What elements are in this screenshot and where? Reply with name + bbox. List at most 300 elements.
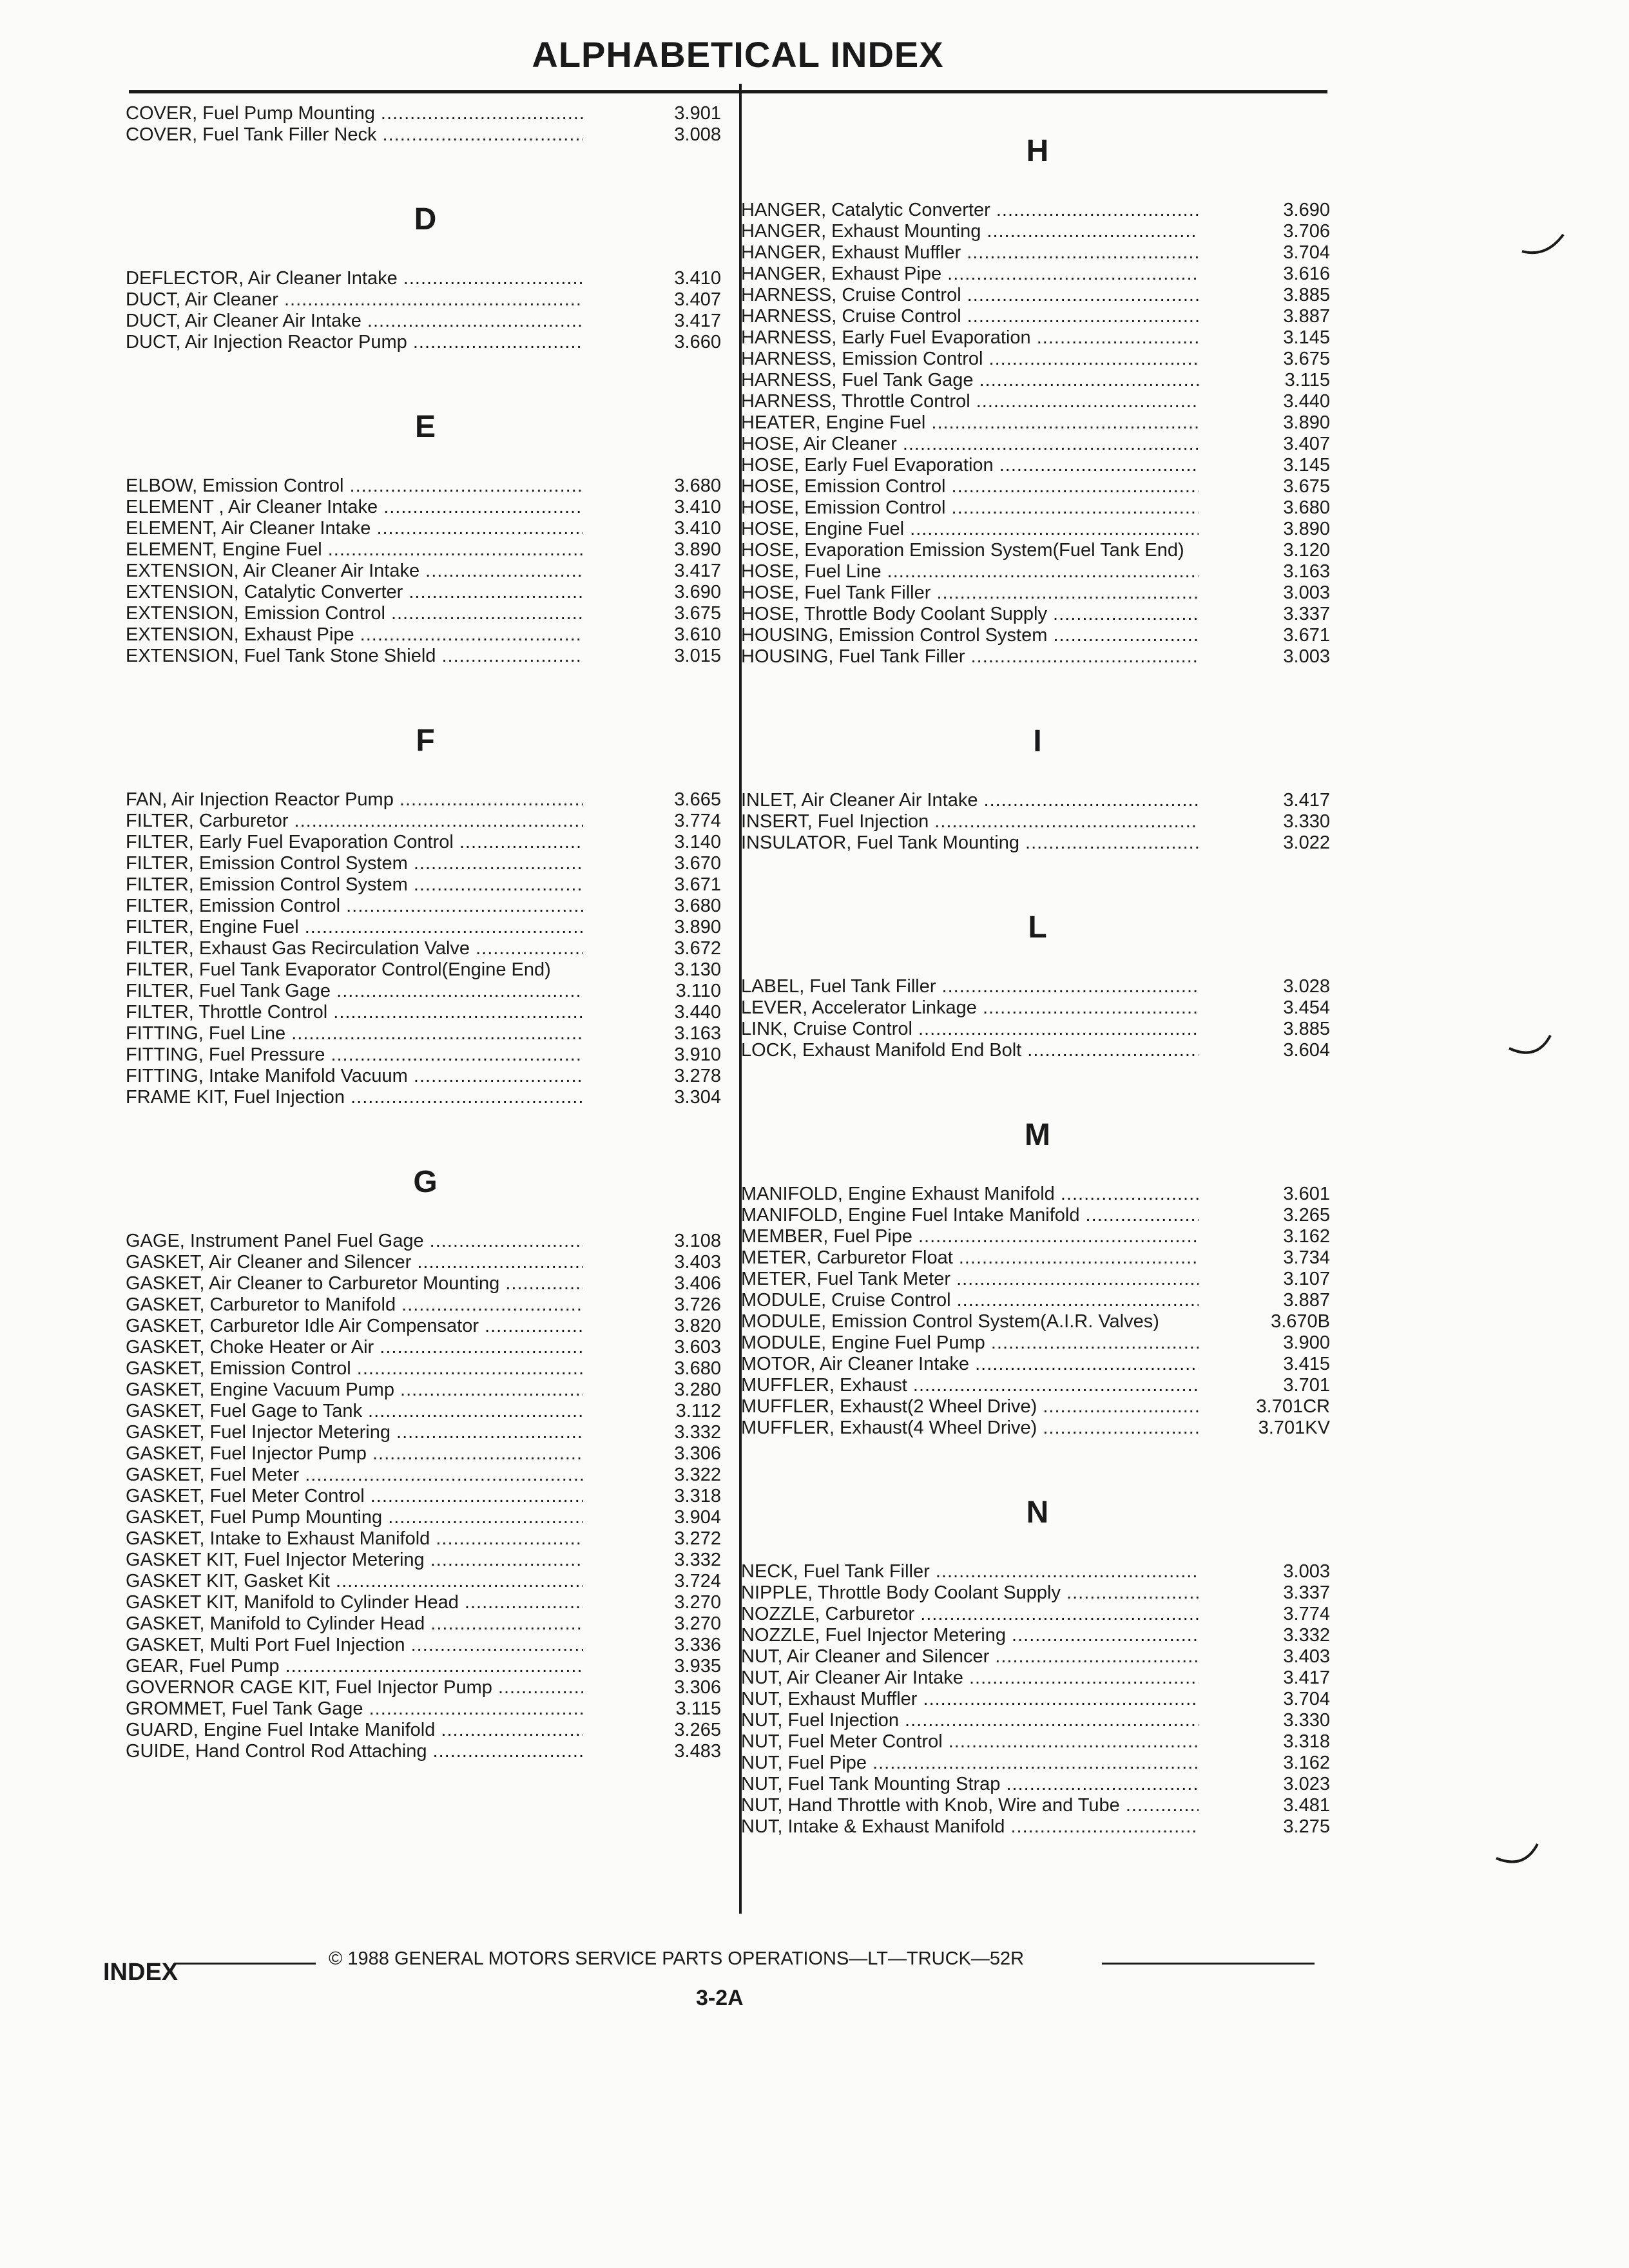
- entry-name: HOSE, Evaporation Emission System(Fuel Tank End): [741, 540, 1184, 561]
- entry-name: FILTER, Fuel Tank Gage .....: [126, 981, 583, 1002]
- entry-page-ref: 3.278: [674, 1066, 721, 1086]
- entry-page-ref: 3.306: [674, 1443, 721, 1464]
- entry-page-ref: 3.415: [1283, 1354, 1330, 1374]
- entry-name: MODULE, Emission Control System(A.I.R. Valves): [741, 1311, 1159, 1332]
- entry-name: GUARD, Engine Fuel Intake Manifold .....: [126, 1720, 583, 1741]
- index-entry: [741, 1731, 1334, 1753]
- index-entry: [741, 455, 1334, 476]
- index-entry: [126, 811, 725, 832]
- entry-name: FILTER, Exhaust Gas Recirculation Valve .....: [126, 938, 583, 959]
- entry-name: EXTENSION, Exhaust Pipe .....: [126, 624, 583, 646]
- index-entry: [126, 1023, 725, 1044]
- section-letter: E: [414, 410, 436, 444]
- entry-name: INSERT, Fuel Injection .....: [741, 811, 1199, 832]
- entry-name: HARNESS, Cruise Control .....: [741, 306, 1199, 327]
- entry-name: DUCT, Air Cleaner .....: [126, 289, 583, 311]
- entry-page-ref: 3.670: [674, 853, 721, 874]
- entry-name: GASKET, Air Cleaner to Carburetor Mounting .....: [126, 1273, 583, 1294]
- entry-name: HOSE, Fuel Line .....: [741, 561, 1199, 582]
- entry-page-ref: 3.163: [1283, 561, 1330, 582]
- entry-name: GASKET KIT, Fuel Injector Metering .....: [126, 1550, 583, 1571]
- index-entry: [126, 1571, 725, 1592]
- entry-name: GASKET, Emission Control .....: [126, 1358, 583, 1379]
- entry-page-ref: 3.115: [1284, 370, 1330, 390]
- pen-tick-mark: [1508, 1034, 1553, 1060]
- entry-name: HANGER, Exhaust Mounting .....: [741, 221, 1199, 242]
- entry-page-ref: 3.410: [674, 268, 721, 289]
- entry-page-ref: 3.008: [674, 124, 721, 145]
- index-entry: [741, 625, 1334, 646]
- entry-name: NOZZLE, Carburetor .....: [741, 1604, 1199, 1625]
- index-entry: [741, 1354, 1334, 1375]
- index-section: [741, 693, 1334, 879]
- entry-page-ref: 3.015: [674, 646, 721, 666]
- entry-name: GASKET, Engine Vacuum Pump .....: [126, 1379, 583, 1401]
- entry-name: HARNESS, Fuel Tank Gage .....: [741, 370, 1199, 391]
- entry-name: COVER, Fuel Tank Filler Neck .....: [126, 124, 583, 146]
- footer-rule-right: [1102, 1963, 1315, 1965]
- entry-page-ref: 3.163: [674, 1023, 721, 1044]
- index-entry: [126, 1635, 725, 1656]
- index-entry: [741, 976, 1334, 997]
- index-entry: [126, 1741, 725, 1762]
- entry-page-ref: 3.406: [674, 1273, 721, 1294]
- entry-name: FAN, Air Injection Reactor Pump .....: [126, 789, 583, 811]
- entry-page-ref: 3.407: [674, 289, 721, 310]
- entry-name: MODULE, Engine Fuel Pump .....: [741, 1332, 1199, 1354]
- entry-name: HOUSING, Fuel Tank Filler .....: [741, 646, 1199, 668]
- entry-name: NUT, Exhaust Muffler .....: [741, 1689, 1199, 1710]
- section-letter: D: [414, 202, 437, 236]
- entry-page-ref: 3.270: [674, 1592, 721, 1613]
- index-entry: [741, 561, 1334, 582]
- entry-name: ELBOW, Emission Control .....: [126, 476, 583, 497]
- entry-name: MOTOR, Air Cleaner Intake .....: [741, 1354, 1199, 1375]
- index-entry: [126, 646, 725, 667]
- entry-page-ref: 3.403: [1283, 1646, 1330, 1667]
- entry-page-ref: 3.774: [674, 811, 721, 831]
- index-entry: [126, 476, 725, 497]
- index-entry: [741, 1019, 1334, 1040]
- index-entry: [741, 1290, 1334, 1311]
- entry-name: HOSE, Engine Fuel .....: [741, 519, 1199, 540]
- entry-name: HOSE, Emission Control .....: [741, 497, 1199, 519]
- entry-page-ref: 3.690: [674, 582, 721, 602]
- entry-name: GEAR, Fuel Pump .....: [126, 1656, 583, 1677]
- index-entry: [741, 519, 1334, 540]
- entry-page-ref: 3.407: [1283, 434, 1330, 454]
- entry-name: LABEL, Fuel Tank Filler .....: [741, 976, 1199, 997]
- index-entry: [126, 1358, 725, 1379]
- index-entry: [741, 1710, 1334, 1731]
- entry-name: HARNESS, Throttle Control .....: [741, 391, 1199, 412]
- entry-name: GOVERNOR CAGE KIT, Fuel Injector Pump .....: [126, 1677, 583, 1698]
- entry-name: LEVER, Accelerator Linkage .....: [741, 997, 1199, 1019]
- entry-page-ref: 3.410: [674, 518, 721, 539]
- entry-name: NUT, Fuel Pipe .....: [741, 1753, 1199, 1774]
- entry-page-ref: 3.110: [675, 981, 721, 1001]
- index-entry: [126, 1002, 725, 1023]
- section-letter: F: [416, 724, 435, 758]
- index-entry: [126, 1337, 725, 1358]
- entry-page-ref: 3.672: [674, 938, 721, 959]
- entry-name: HARNESS, Emission Control .....: [741, 349, 1199, 370]
- entry-page-ref: 3.280: [674, 1379, 721, 1400]
- pen-tick-mark: [1495, 1843, 1540, 1869]
- entry-name: INSULATOR, Fuel Tank Mounting .....: [741, 832, 1199, 854]
- entry-page-ref: 3.774: [1283, 1604, 1330, 1624]
- index-entry: [126, 1592, 725, 1613]
- section-letter: N: [1026, 1495, 1049, 1530]
- index-entry: [741, 646, 1334, 668]
- index-entry: [126, 268, 725, 289]
- entry-name: GASKET, Intake to Exhaust Manifold .....: [126, 1528, 583, 1550]
- section-letter: L: [1028, 910, 1047, 945]
- entry-page-ref: 3.675: [1283, 349, 1330, 369]
- entry-name: EXTENSION, Air Cleaner Air Intake .....: [126, 561, 583, 582]
- entry-name: DUCT, Air Injection Reactor Pump .....: [126, 332, 583, 353]
- footer-rule-left: [174, 1963, 316, 1965]
- entry-name: HOSE, Fuel Tank Filler .....: [741, 582, 1199, 604]
- index-entry: [741, 1184, 1334, 1205]
- index-entry: [126, 1677, 725, 1698]
- entry-page-ref: 3.701KV: [1258, 1418, 1330, 1438]
- entry-name: ELEMENT, Engine Fuel .....: [126, 539, 583, 561]
- entry-page-ref: 3.680: [674, 476, 721, 496]
- entry-name: MODULE, Cruise Control .....: [741, 1290, 1199, 1311]
- entry-name: HANGER, Exhaust Muffler .....: [741, 242, 1199, 264]
- entry-page-ref: 3.332: [674, 1422, 721, 1443]
- entry-page-ref: 3.885: [1283, 285, 1330, 305]
- index-entry: [126, 539, 725, 561]
- index-entry: [741, 1753, 1334, 1774]
- index-entry: [126, 832, 725, 853]
- entry-name: LINK, Cruise Control .....: [741, 1019, 1199, 1040]
- index-entry: [741, 1816, 1334, 1838]
- index-entry: [741, 412, 1334, 434]
- entry-name: MUFFLER, Exhaust(4 Wheel Drive) .....: [741, 1418, 1199, 1439]
- index-entry: [126, 1044, 725, 1066]
- entry-page-ref: 3.003: [1283, 1561, 1330, 1582]
- entry-name: FILTER, Emission Control System .....: [126, 874, 583, 896]
- index-entry: [741, 1247, 1334, 1269]
- index-entry: [126, 518, 725, 539]
- entry-name: GASKET, Air Cleaner and Silencer .....: [126, 1252, 583, 1273]
- entry-page-ref: 3.935: [674, 1656, 721, 1677]
- index-entry: [741, 582, 1334, 604]
- index-entry: [741, 1625, 1334, 1646]
- pen-tick-mark: [1521, 232, 1566, 258]
- entry-page-ref: 3.885: [1283, 1019, 1330, 1039]
- entry-name: EXTENSION, Fuel Tank Stone Shield .....: [126, 646, 583, 667]
- entry-name: GAGE, Instrument Panel Fuel Gage .....: [126, 1231, 583, 1252]
- entry-page-ref: 3.265: [674, 1720, 721, 1740]
- index-entry: [741, 1269, 1334, 1290]
- index-entry: [126, 1528, 725, 1550]
- index-entry: [126, 1613, 725, 1635]
- index-entry: [741, 790, 1334, 811]
- index-entry: [741, 1667, 1334, 1689]
- entry-page-ref: 3.332: [1283, 1625, 1330, 1646]
- entry-page-ref: 3.304: [674, 1087, 721, 1108]
- entry-page-ref: 3.336: [674, 1635, 721, 1655]
- entry-page-ref: 3.306: [674, 1677, 721, 1698]
- entry-page-ref: 3.162: [1283, 1226, 1330, 1247]
- index-section: [126, 379, 725, 693]
- entry-page-ref: 3.670B: [1271, 1311, 1330, 1332]
- index-entry: [126, 853, 725, 874]
- index-entry: [126, 603, 725, 624]
- entry-name: LOCK, Exhaust Manifold End Bolt .....: [741, 1040, 1199, 1061]
- entry-page-ref: 3.162: [1283, 1753, 1330, 1773]
- entry-name: FILTER, Throttle Control .....: [126, 1002, 583, 1023]
- entry-name: NUT, Intake & Exhaust Manifold .....: [741, 1816, 1199, 1838]
- index-section: [126, 1134, 725, 1788]
- entry-page-ref: 3.265: [1283, 1205, 1330, 1225]
- index-entry: [741, 1418, 1334, 1439]
- entry-page-ref: 3.330: [1283, 811, 1330, 832]
- entry-page-ref: 3.820: [674, 1316, 721, 1336]
- entry-page-ref: 3.275: [1283, 1816, 1330, 1837]
- page-title: ALPHABETICAL INDEX: [532, 34, 944, 75]
- entry-page-ref: 3.671: [674, 874, 721, 895]
- entry-page-ref: 3.901: [674, 103, 721, 124]
- index-entry: [126, 1720, 725, 1741]
- entry-name: NIPPLE, Throttle Body Coolant Supply .....: [741, 1582, 1199, 1604]
- entry-page-ref: 3.904: [674, 1507, 721, 1528]
- entry-page-ref: 3.028: [1283, 976, 1330, 997]
- index-entry: [741, 242, 1334, 264]
- entry-page-ref: 3.330: [1283, 1710, 1330, 1731]
- entry-page-ref: 3.023: [1283, 1774, 1330, 1794]
- entry-page-ref: 3.724: [674, 1571, 721, 1591]
- section-letter: I: [1033, 724, 1042, 758]
- entry-name: MANIFOLD, Engine Fuel Intake Manifold .....: [741, 1205, 1199, 1226]
- entry-page-ref: 3.120: [1283, 540, 1330, 561]
- entry-name: GASKET, Fuel Meter Control .....: [126, 1486, 583, 1507]
- entry-name: DUCT, Air Cleaner Air Intake .....: [126, 311, 583, 332]
- entry-name: HANGER, Exhaust Pipe .....: [741, 264, 1199, 285]
- index-section: [741, 879, 1334, 1087]
- entry-page-ref: 3.601: [1283, 1184, 1330, 1204]
- entry-page-ref: 3.610: [674, 624, 721, 645]
- entry-name: EXTENSION, Catalytic Converter .....: [126, 582, 583, 603]
- entry-page-ref: 3.337: [1283, 1582, 1330, 1603]
- entry-name: ELEMENT, Air Cleaner Intake .....: [126, 518, 583, 539]
- entry-name: NUT, Air Cleaner and Silencer .....: [741, 1646, 1199, 1667]
- index-entry: [126, 1507, 725, 1528]
- index-entry: [126, 582, 725, 603]
- index-entry: [741, 349, 1334, 370]
- index-entry: [126, 1379, 725, 1401]
- entry-page-ref: 3.680: [1283, 497, 1330, 518]
- entry-name: NUT, Hand Throttle with Knob, Wire and Tube .....: [741, 1795, 1199, 1816]
- index-entry: [741, 306, 1334, 327]
- entry-name: NECK, Fuel Tank Filler .....: [741, 1561, 1199, 1582]
- index-entry: [126, 561, 725, 582]
- index-entry: [741, 1604, 1334, 1625]
- index-entry: [126, 1252, 725, 1273]
- entry-page-ref: 3.910: [674, 1044, 721, 1065]
- entry-page-ref: 3.417: [1283, 1667, 1330, 1688]
- entry-name: FITTING, Intake Manifold Vacuum .....: [126, 1066, 583, 1087]
- index-entry: [126, 289, 725, 311]
- entry-name: GASKET, Manifold to Cylinder Head .....: [126, 1613, 583, 1635]
- section-letter: M: [1025, 1118, 1050, 1152]
- page-number: 3-2A: [696, 1986, 744, 2010]
- index-entry: [741, 1332, 1334, 1354]
- index-entry: [741, 1205, 1334, 1226]
- index-entry: [126, 1550, 725, 1571]
- index-label: INDEX: [103, 1959, 178, 1986]
- entry-page-ref: 3.704: [1283, 242, 1330, 263]
- entry-page-ref: 3.417: [674, 311, 721, 331]
- entry-name: NUT, Air Cleaner Air Intake .....: [741, 1667, 1199, 1689]
- entry-page-ref: 3.887: [1283, 306, 1330, 327]
- index-entry: [741, 604, 1334, 625]
- entry-page-ref: 3.270: [674, 1613, 721, 1634]
- entry-page-ref: 3.337: [1283, 604, 1330, 624]
- entry-name: GROMMET, Fuel Tank Gage .....: [126, 1698, 583, 1720]
- entry-page-ref: 3.003: [1283, 646, 1330, 667]
- entry-name: GASKET, Carburetor Idle Air Compensator .....: [126, 1316, 583, 1337]
- entry-page-ref: 3.322: [674, 1465, 721, 1485]
- index-entry: [741, 1582, 1334, 1604]
- entry-name: NUT, Fuel Meter Control .....: [741, 1731, 1199, 1753]
- entry-name: GASKET, Choke Heater or Air .....: [126, 1337, 583, 1358]
- entry-page-ref: 3.704: [1283, 1689, 1330, 1709]
- index-entry: [126, 789, 725, 811]
- entry-page-ref: 3.318: [1283, 1731, 1330, 1752]
- entry-name: NOZZLE, Fuel Injector Metering .....: [741, 1625, 1199, 1646]
- index-entry: [126, 917, 725, 938]
- index-entry: [741, 285, 1334, 306]
- entry-page-ref: 3.890: [674, 539, 721, 560]
- entry-name: MEMBER, Fuel Pipe .....: [741, 1226, 1199, 1247]
- entry-page-ref: 3.145: [1283, 455, 1330, 476]
- entry-name: NUT, Fuel Tank Mounting Strap .....: [741, 1774, 1199, 1795]
- entry-page-ref: 3.706: [1283, 221, 1330, 242]
- entry-page-ref: 3.003: [1283, 582, 1330, 603]
- entry-page-ref: 3.440: [1283, 391, 1330, 412]
- entry-page-ref: 3.680: [674, 896, 721, 916]
- index-entry: [126, 103, 725, 124]
- index-entry: [126, 1231, 725, 1252]
- entry-page-ref: 3.701CR: [1256, 1396, 1330, 1417]
- entry-name: HOSE, Emission Control .....: [741, 476, 1199, 497]
- entry-name: MUFFLER, Exhaust(2 Wheel Drive) .....: [741, 1396, 1199, 1418]
- entry-page-ref: 3.107: [1283, 1269, 1330, 1289]
- index-entry: [741, 434, 1334, 455]
- entry-page-ref: 3.660: [674, 332, 721, 352]
- index-entry: [741, 497, 1334, 519]
- left-column: [126, 103, 725, 1788]
- entry-name: FRAME KIT, Fuel Injection .....: [126, 1087, 583, 1108]
- entry-name: ELEMENT , Air Cleaner Intake .....: [126, 497, 583, 518]
- entry-page-ref: 3.890: [1283, 519, 1330, 539]
- entry-name: NUT, Fuel Injection .....: [741, 1710, 1199, 1731]
- entry-page-ref: 3.417: [1283, 790, 1330, 811]
- index-entry: [741, 391, 1334, 412]
- index-entry: [741, 1561, 1334, 1582]
- section-letter: H: [1026, 134, 1049, 168]
- index-entry: [741, 200, 1334, 221]
- entry-name: MANIFOLD, Engine Exhaust Manifold .....: [741, 1184, 1199, 1205]
- index-entry: [741, 1226, 1334, 1247]
- entry-page-ref: 3.417: [674, 561, 721, 581]
- entry-page-ref: 3.318: [674, 1486, 721, 1506]
- entry-page-ref: 3.112: [675, 1401, 721, 1421]
- index-entry: [126, 1656, 725, 1677]
- entry-page-ref: 3.616: [1283, 264, 1330, 284]
- index-entry: [741, 997, 1334, 1019]
- entry-page-ref: 3.108: [674, 1231, 721, 1251]
- entry-name: GASKET KIT, Gasket Kit .....: [126, 1571, 583, 1592]
- entry-name: EXTENSION, Emission Control .....: [126, 603, 583, 624]
- index-entry: [741, 1646, 1334, 1667]
- entry-name: METER, Carburetor Float .....: [741, 1247, 1199, 1269]
- index-entry: [126, 874, 725, 896]
- entry-name: HARNESS, Early Fuel Evaporation .....: [741, 327, 1199, 349]
- entry-page-ref: 3.734: [1283, 1247, 1330, 1268]
- entry-page-ref: 3.701: [1283, 1375, 1330, 1396]
- index-entry: [126, 896, 725, 917]
- entry-page-ref: 3.671: [1283, 625, 1330, 646]
- index-entry: [126, 1486, 725, 1507]
- entry-name: HOUSING, Emission Control System .....: [741, 625, 1199, 646]
- index-entry: [741, 1689, 1334, 1710]
- entry-name: GASKET, Fuel Pump Mounting .....: [126, 1507, 583, 1528]
- index-entry: [741, 1311, 1334, 1332]
- entry-page-ref: 3.890: [1283, 412, 1330, 433]
- index-entry: [741, 1040, 1334, 1061]
- index-entry: [126, 1066, 725, 1087]
- index-entry: [126, 1443, 725, 1465]
- index-entry: [126, 938, 725, 959]
- entry-page-ref: 3.665: [674, 789, 721, 810]
- index-entry: [741, 221, 1334, 242]
- index-section: [126, 693, 725, 1134]
- entry-name: HANGER, Catalytic Converter .....: [741, 200, 1199, 221]
- index-section: [741, 103, 1334, 693]
- entry-name: FILTER, Early Fuel Evaporation Control .....: [126, 832, 583, 853]
- entry-page-ref: 3.115: [675, 1698, 721, 1719]
- entry-name: FILTER, Fuel Tank Evaporator Control(Engine End): [126, 959, 551, 980]
- entry-name: HOSE, Air Cleaner .....: [741, 434, 1199, 455]
- entry-name: METER, Fuel Tank Meter .....: [741, 1269, 1199, 1290]
- entry-name: GASKET, Multi Port Fuel Injection .....: [126, 1635, 583, 1656]
- index-entry: [741, 1375, 1334, 1396]
- index-entry: [741, 832, 1334, 854]
- index-entry: [126, 1465, 725, 1486]
- entry-name: GASKET, Fuel Gage to Tank .....: [126, 1401, 583, 1422]
- index-entry: [126, 1087, 725, 1108]
- index-entry: [741, 264, 1334, 285]
- index-entry: [126, 1273, 725, 1294]
- index-entry: [126, 959, 725, 981]
- index-entry: [126, 1294, 725, 1316]
- entry-page-ref: 3.403: [674, 1252, 721, 1273]
- entry-name: HARNESS, Cruise Control .....: [741, 285, 1199, 306]
- entry-name: GASKET, Carburetor to Manifold .....: [126, 1294, 583, 1316]
- index-section: [741, 1465, 1334, 1863]
- entry-page-ref: 3.272: [674, 1528, 721, 1549]
- index-entry: [741, 370, 1334, 391]
- index-section: [126, 171, 725, 379]
- entry-name: GASKET, Fuel Meter .....: [126, 1465, 583, 1486]
- index-entry: [741, 1774, 1334, 1795]
- index-entry: [126, 124, 725, 146]
